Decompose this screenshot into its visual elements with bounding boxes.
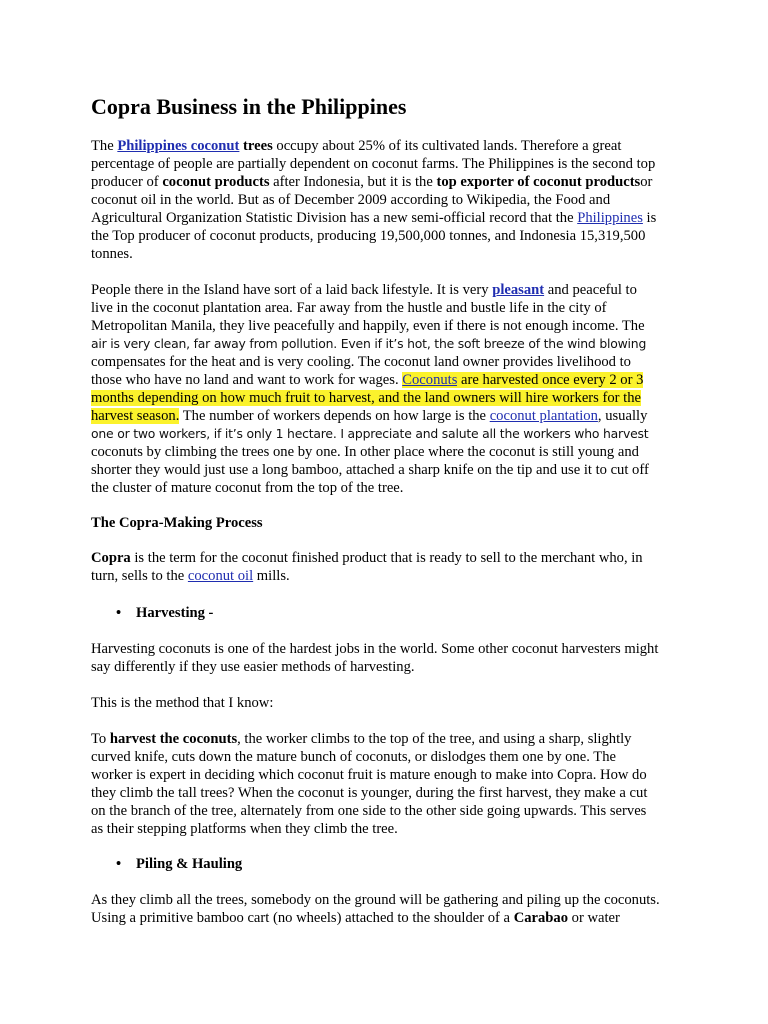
text-line: percentage of people are partially dependent on coconut farms. The Philippines is the second top: [91, 156, 656, 172]
text-line: coconuts by climbing the trees one by one. In other place where the coconut is still young and: [91, 444, 639, 460]
lifestyle-paragraph: [91, 281, 691, 497]
philippines-link[interactable]: Philippines: [577, 210, 643, 226]
text-line: turn, sells to the coconut oil mills.: [91, 568, 290, 584]
bullet-harvesting: • Harvesting -: [116, 605, 214, 621]
text-line: on the branch of the tree, alternately from one side to the other side going upwards. This serves: [91, 803, 647, 819]
text-line: compensates for the heat and is very cooling. The coconut land owner provides livelihood to: [91, 354, 631, 370]
text-line: curved knife, cuts down the mature bunch of coconuts, or dislodges them one by one. The: [91, 749, 616, 765]
coconuts-link[interactable]: Coconuts: [402, 372, 458, 388]
text-line: [91, 389, 691, 407]
method-intro-paragraph: [91, 694, 691, 712]
text-line: producer of coconut products after Indonesia, but it is the top exporter of coconut productsor: [91, 174, 653, 190]
text-line: tonnes.: [91, 246, 133, 262]
harvesting-paragraph: [91, 640, 691, 676]
text-line: one or two workers, if it’s only 1 hectare. I appreciate and salute all the workers who harvest: [91, 426, 649, 441]
text-line: Using a primitive bamboo cart (no wheels) attached to the shoulder of a Carabao or water: [91, 910, 620, 926]
text-line: say differently if they use easier methods of harvesting.: [91, 659, 415, 675]
text-line: as their stepping platforms when they climb the tree.: [91, 821, 398, 837]
text-line: To harvest the coconuts, the worker climbs to the top of the tree, and using a sharp, slightly: [91, 731, 632, 747]
page-title: Copra Business in the Philippines: [91, 94, 407, 119]
climbing-paragraph: [91, 730, 691, 838]
text-line: harvest season. The number of workers depends on how large is the coconut plantation, usually: [91, 408, 648, 424]
text-line: Harvesting coconuts is one of the hardest jobs in the world. Some other coconut harvesters might: [91, 641, 659, 657]
text-line: the Top producer of coconut products, producing 19,500,000 tonnes, and Indonesia 15,319,500: [91, 228, 646, 244]
text-line: air is very clean, far away from pollution. Even if it’s hot, the soft breeze of the wind blowing: [91, 336, 647, 351]
text-line: This is the method that I know:: [91, 695, 274, 711]
text-line: those who have no land and want to work for wages. Coconuts are harvested once every 2 or 3: [91, 372, 644, 388]
text-line: Agricultural Organization Statistic Division has a new semi-official record that the Philippines is: [91, 210, 657, 226]
text-line: As they climb all the trees, somebody on the ground will be gathering and piling up the coconuts.: [91, 892, 660, 908]
text-line: live in the coconut plantation area. Far away from the hustle and bustle life in the city of: [91, 300, 607, 316]
text-line: the cluster of mature coconut from the top of the tree.: [91, 480, 404, 496]
text-line: People there in the Island have sort of a laid back lifestyle. It is very pleasant and peaceful to: [91, 282, 637, 298]
pleasant-link[interactable]: pleasant: [492, 282, 545, 298]
text-line: Copra is the term for the coconut finished product that is ready to sell to the merchant who, in: [91, 550, 643, 566]
text-line: Metropolitan Manila, they live peacefully and happily, even if there is not enough income. The: [91, 318, 645, 334]
bullet-piling-hauling: • Piling & Hauling: [116, 856, 243, 872]
bullet-icon: •: [116, 605, 122, 621]
copra-definition-paragraph: [91, 549, 691, 585]
highlighted-text: are harvested once every 2 or 3: [457, 372, 644, 388]
highlighted-text: months depending on how much fruit to harvest, and the land owners will hire workers for the: [91, 390, 641, 406]
philippines-coconut-link[interactable]: Philippines coconut: [117, 138, 240, 154]
section-heading: The Copra-Making Process: [91, 515, 263, 531]
text-line: shorter they would just use a long bamboo, attached a sharp knife on the tip and use it to cut off: [91, 462, 649, 478]
text-line: worker is expert in deciding which coconut fruit is mature enough to make into Copra. How do: [91, 767, 647, 783]
intro-paragraph: [91, 137, 691, 263]
hauling-paragraph: [91, 891, 691, 927]
text-line: they climb the tall trees? When the coconut is younger, during the first harvest, they make a cut: [91, 785, 648, 801]
bullet-icon: •: [116, 856, 122, 872]
text-line: The Philippines coconut trees occupy about 25% of its cultivated lands. Therefore a great: [91, 138, 622, 154]
coconut-plantation-link[interactable]: coconut plantation: [489, 408, 598, 424]
text-line: coconut oil in the world. But as of December 2009 according to Wikipedia, the Food and: [91, 192, 611, 208]
highlighted-text: harvest season.: [91, 408, 180, 424]
coconut-oil-link[interactable]: coconut oil: [187, 568, 254, 584]
